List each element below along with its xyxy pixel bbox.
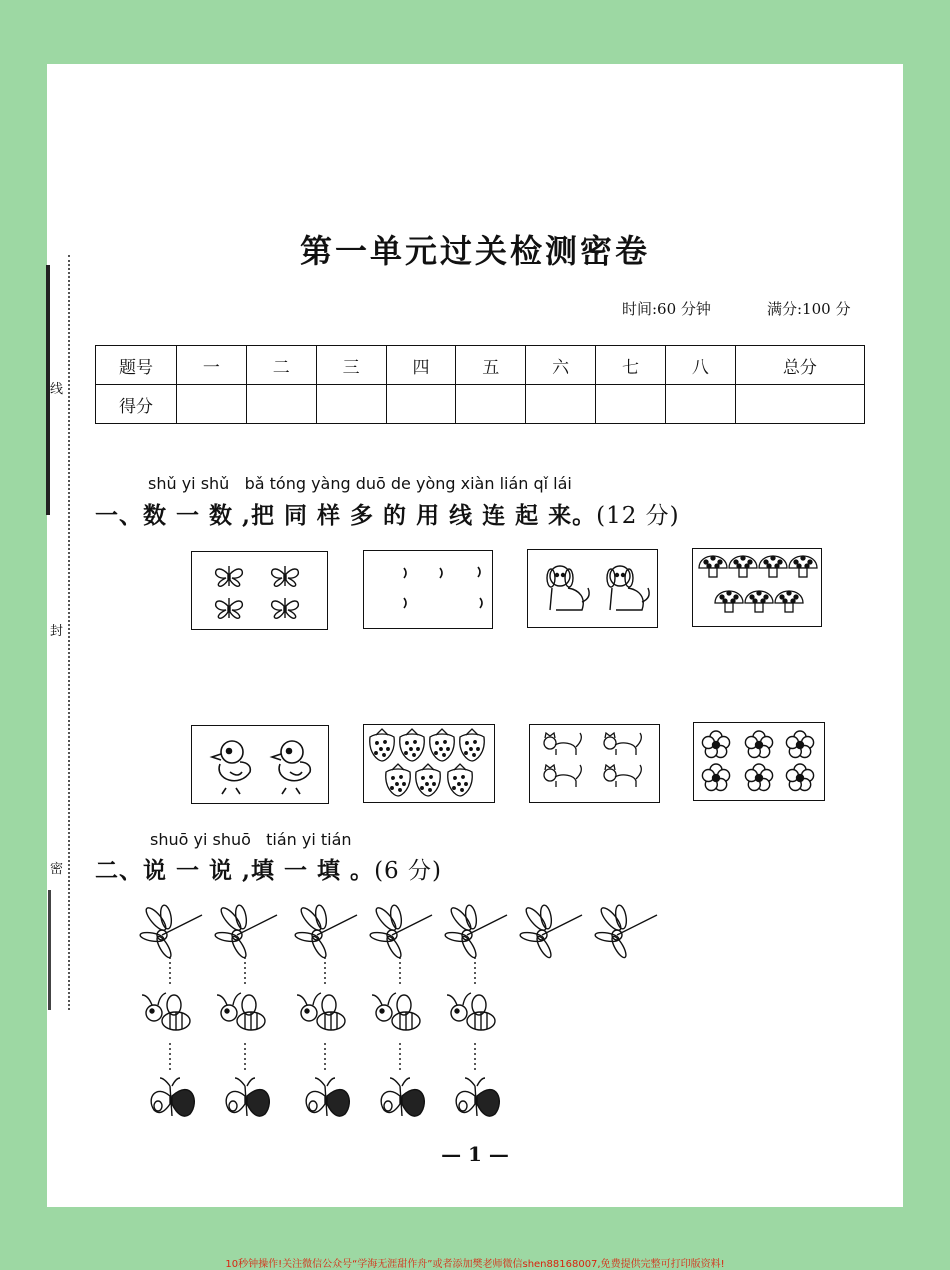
- section1-points: (12 分): [596, 503, 680, 529]
- mushrooms-illustration: [693, 549, 821, 626]
- bee-icon: [372, 993, 420, 1030]
- score-table-header-label: 题号: [96, 346, 177, 385]
- picture-box-sticks[interactable]: [363, 550, 493, 629]
- dragonfly-icon: [294, 904, 357, 959]
- score-cell[interactable]: [596, 385, 666, 424]
- score-table-col: 四: [386, 346, 456, 385]
- butterfly-icon: [456, 1078, 499, 1116]
- margin-bar: [48, 890, 51, 1010]
- picture-box-chicks[interactable]: [191, 725, 329, 804]
- picture-box-butterflies[interactable]: [191, 551, 328, 630]
- strawberry-icon: [386, 764, 411, 796]
- score-table-col: 八: [665, 346, 735, 385]
- butterfly-icon: [381, 1078, 424, 1116]
- score-table-col: 五: [456, 346, 526, 385]
- footer-notice: 10秒钟操作!关注微信公众号“学海无涯甜作舟”或者添加樊老师微信shen88168007,免费提供完整可打印版资料!: [225, 1259, 725, 1270]
- flower-icon: [702, 764, 729, 791]
- bee-icon: [142, 993, 190, 1030]
- mushroom-icon: [745, 591, 773, 612]
- flower-icon: [786, 764, 813, 791]
- margin-label-secret: 密: [50, 862, 64, 877]
- dogs-illustration: [528, 550, 657, 627]
- score-table-score-label: 得分: [96, 385, 177, 424]
- section1-heading-text: 一、数 一 数 ,把 同 样 多 的 用 线 连 起 来。: [95, 502, 597, 529]
- mushroom-icon: [789, 556, 817, 577]
- cut-line: [68, 255, 70, 1010]
- strawberries-illustration: [364, 725, 494, 802]
- strawberry-icon: [448, 764, 473, 796]
- mushroom-icon: [775, 591, 803, 612]
- score-cell[interactable]: [456, 385, 526, 424]
- strawberry-icon: [400, 729, 425, 761]
- page-title: 第一单元过关检测密卷: [299, 232, 650, 270]
- cat-icon: [544, 765, 581, 787]
- bee-icon: [297, 993, 345, 1030]
- score-cell[interactable]: [665, 385, 735, 424]
- picture-box-flowers[interactable]: [693, 722, 825, 801]
- strawberry-icon: [416, 764, 441, 796]
- dragonfly-icon: [519, 904, 582, 959]
- score-table-col: 二: [246, 346, 316, 385]
- dragonfly-icon: [594, 904, 657, 959]
- score-cell[interactable]: [526, 385, 596, 424]
- score-cell[interactable]: [316, 385, 386, 424]
- full-score: 满分:100 分: [767, 300, 851, 318]
- bee-icon: [217, 993, 265, 1030]
- page-number: — 1 —: [441, 1142, 509, 1166]
- butterflies-illustration: [192, 552, 327, 629]
- cat-icon: [604, 765, 641, 787]
- sticks-illustration: [364, 551, 492, 628]
- mushroom-icon: [699, 556, 727, 577]
- cat-icon: [604, 733, 641, 755]
- score-table-col: 三: [316, 346, 386, 385]
- cats-illustration: [530, 725, 659, 802]
- bee-icon: [447, 993, 495, 1030]
- chicks-illustration: [192, 726, 328, 803]
- dragonfly-icon: [139, 904, 202, 959]
- score-table-col: 七: [596, 346, 666, 385]
- score-cell[interactable]: [246, 385, 316, 424]
- flowers-illustration: [694, 723, 824, 800]
- section2-pinyin: shuō yi shuō tián yi tián: [150, 830, 352, 849]
- mushroom-icon: [715, 591, 743, 612]
- dragonfly-icon: [444, 904, 507, 959]
- picture-box-mushrooms[interactable]: [692, 548, 822, 627]
- strawberry-icon: [370, 729, 395, 761]
- butterfly-icon: [226, 1078, 269, 1116]
- section2-heading-text: 二、说 一 说 ,填 一 填 。: [95, 857, 375, 884]
- butterfly-icon: [306, 1078, 349, 1116]
- score-table-col: 六: [526, 346, 596, 385]
- section1-heading: [95, 497, 680, 530]
- flower-icon: [745, 764, 772, 791]
- mushroom-icon: [759, 556, 787, 577]
- insects-illustration: [130, 895, 670, 1135]
- picture-box-strawberries[interactable]: [363, 724, 495, 803]
- score-cell[interactable]: [386, 385, 456, 424]
- strawberry-icon: [430, 729, 455, 761]
- margin-label-seal: 封: [50, 624, 64, 639]
- butterfly-icon: [151, 1078, 194, 1116]
- flower-icon: [786, 731, 813, 758]
- dragonfly-icon: [214, 904, 277, 959]
- score-table: [95, 345, 865, 424]
- section2-heading: [95, 852, 442, 885]
- score-cell[interactable]: [177, 385, 247, 424]
- dragonfly-icon: [369, 904, 432, 959]
- cat-icon: [544, 733, 581, 755]
- picture-box-cats[interactable]: [529, 724, 660, 803]
- time-limit: 时间:60 分钟: [622, 300, 711, 318]
- section2-points: (6 分): [374, 858, 442, 884]
- section1-pinyin: shǔ yi shǔ bǎ tóng yàng duō de yòng xiàn lián qǐ lái: [148, 474, 572, 493]
- score-cell[interactable]: [735, 385, 864, 424]
- flower-icon: [745, 731, 772, 758]
- flower-icon: [702, 731, 729, 758]
- strawberry-icon: [460, 729, 485, 761]
- mushroom-icon: [729, 556, 757, 577]
- score-table-col: 一: [177, 346, 247, 385]
- score-table-col: 总分: [735, 346, 864, 385]
- margin-label-line: 线: [50, 382, 64, 397]
- picture-box-dogs[interactable]: [527, 549, 658, 628]
